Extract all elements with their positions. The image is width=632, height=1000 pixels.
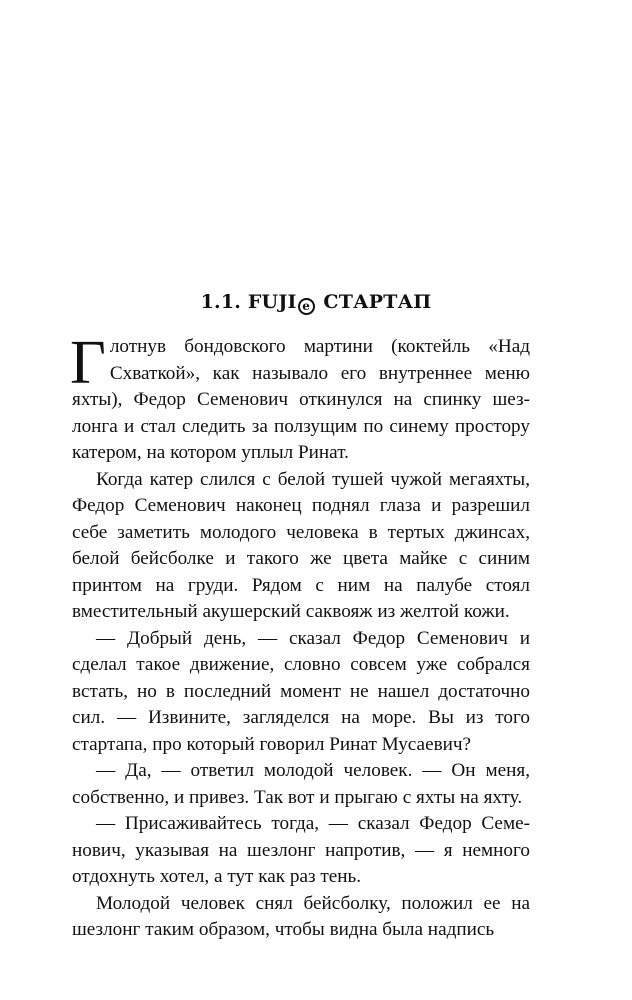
paragraph-4: — Да, — ответил молодой человек. — Он меня, собственно, и привез. Так вот и прыгаю с яхты на яхту. (72, 760, 530, 808)
chapter-heading-suffix: СТАРТАП (316, 291, 432, 313)
paragraph-3: — Добрый день, — сказал Федор Семенович и сделал такое движение, словно совсем уже собрался встать, но в последний момент не нашел достаточно сил. — Извините, загляделся на море. Вы из того стартапа, про который говорил Ринат Мусаевич? (72, 627, 530, 755)
chapter-body (70, 329, 530, 944)
paragraph-2: Когда катер слился с белой тушей чужой мегаяхты, Федор Семенович наконец поднял глаза и разрешил себе заметить молодого человека в тертых джинсах, белой бейсболке и такого же цвета майке с синим принтом на груди. Рядом с ним на палубе стоял вместительный акушерский саквояж из желтой кожи. (72, 468, 530, 622)
paragraph-1 (70, 329, 530, 467)
chapter-heading-prefix: 1.1. FUJI (200, 291, 297, 313)
paragraph-6: Молодой человек снял бейсболку, положил ее на шезлонг таким образом, чтобы видна была надпись (72, 892, 530, 940)
paragraph-1-text: лотнув бондовского мартини (коктейль «Над Схваткой», как называло его внутреннее меню яхты), Федор Семенович откинулся на спинку шезлонга и стал следить за ползущим по синему простору катером, на котором уплыл Ринат. (72, 336, 530, 463)
drop-cap: Г (70, 329, 106, 397)
chapter-heading (0, 290, 632, 315)
circled-e-icon: e (298, 298, 315, 315)
paragraph-5: — Присаживайтесь тогда, — сказал Федор Семенович, указывая на шезлонг напротив, — я немного отдохнуть хотел, а тут как раз тень. (72, 813, 530, 887)
